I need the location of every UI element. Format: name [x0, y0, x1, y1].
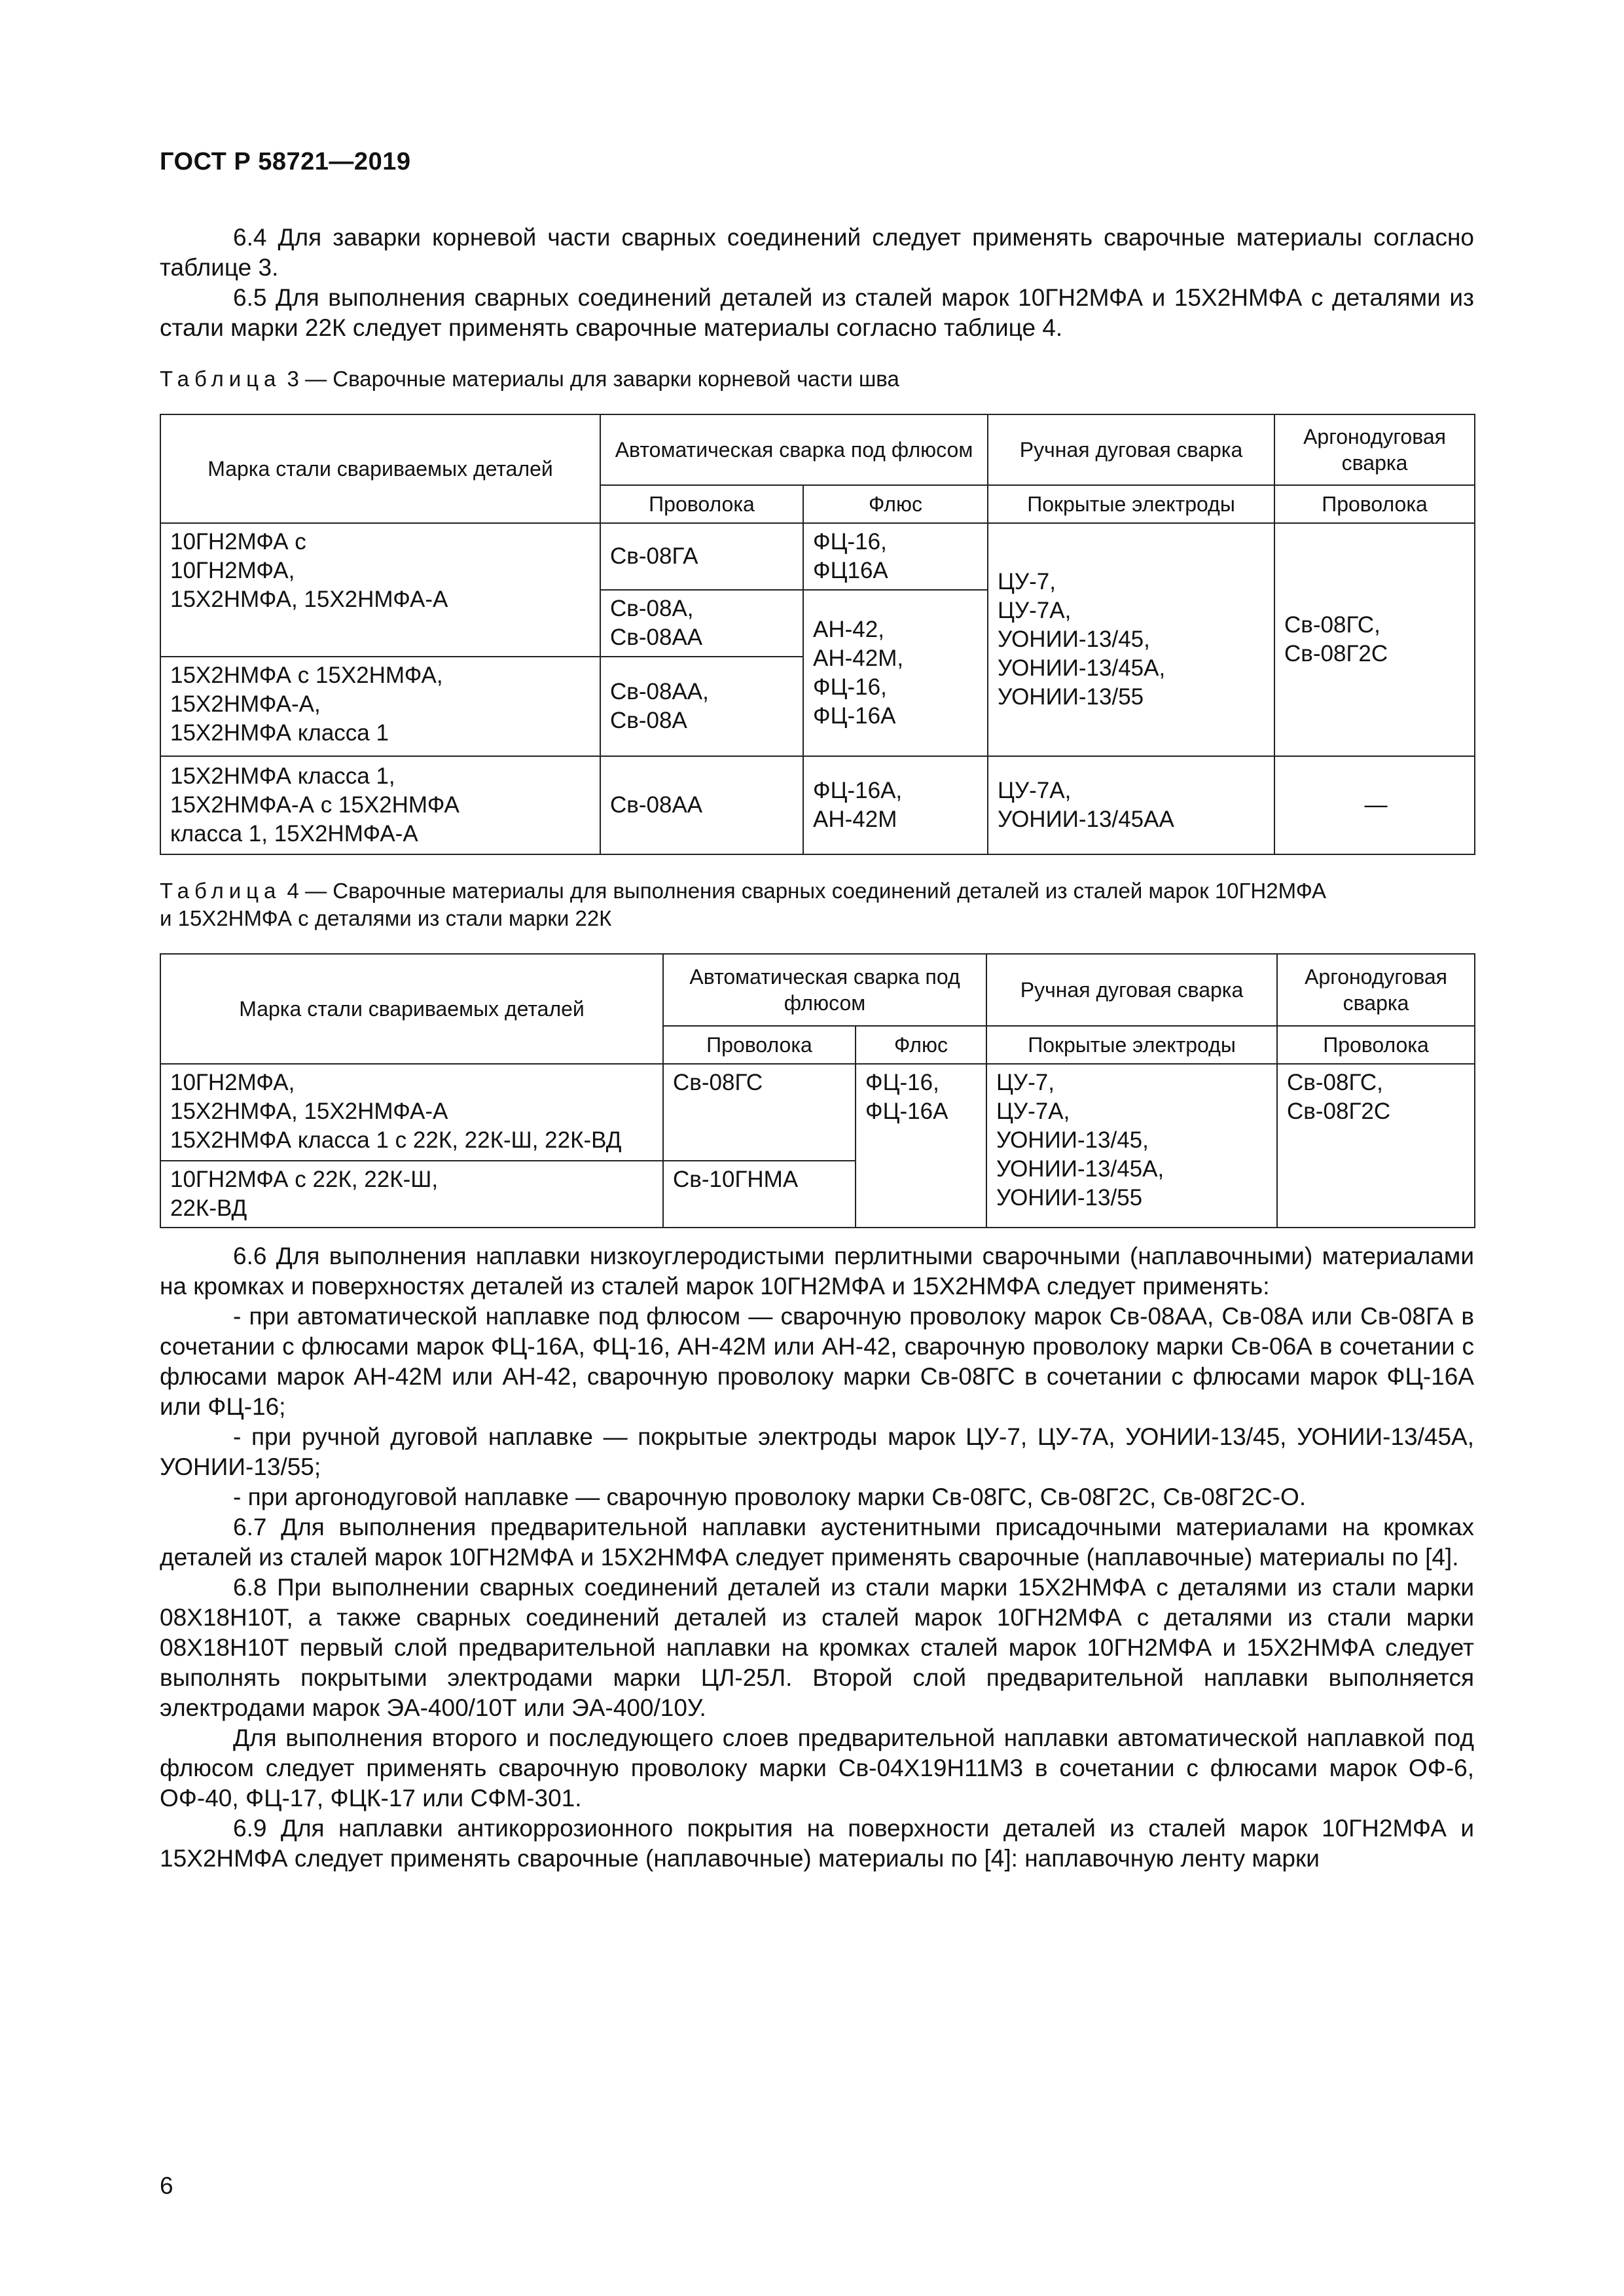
- table4-header-argon: Аргонодуговая сварка: [1277, 954, 1475, 1026]
- table3-r3-flux: ФЦ-16А, АН-42М: [803, 756, 988, 854]
- document-header: ГОСТ Р 58721—2019: [160, 148, 411, 175]
- table4-header-manual: Ручная дуговая сварка: [986, 954, 1277, 1026]
- table3-header-flux: Флюс: [803, 485, 988, 523]
- table3-r3-electrodes: ЦУ-7А, УОНИИ-13/45АА: [988, 756, 1274, 854]
- table4-header-steel: Марка стали свариваемых деталей: [160, 954, 663, 1064]
- table3-argon-shared: Св-08ГС, Св-08Г2С: [1274, 523, 1475, 756]
- table3-r3-steel: 15Х2НМФА класса 1, 15Х2НМФА-А с 15Х2НМФА класса 1, 15Х2НМФА-А: [160, 756, 600, 854]
- paragraph-6-9: 6.9 Для наплавки антикоррозионного покрытия на поверхности деталей из сталей марок 10ГН2МФА и 15Х2НМФА следует применять сварочные (наплавочные) материалы по [4]: наплавочную ленту марки: [160, 1815, 1474, 1872]
- bullet-argon-surfacing: - при аргонодуговой наплавке — сварочную проволоку марки Св-08ГС, Св-08Г2С, Св-08Г2С-О.: [233, 1484, 1307, 1510]
- table-3: [160, 414, 1475, 855]
- paragraph-6-4: 6.4 Для заварки корневой части сварных соединений следует применять сварочные материалы согласно таблице 3.: [160, 224, 1474, 281]
- table4-r2-wire: Св-10ГНМА: [663, 1161, 856, 1228]
- table4-flux: ФЦ-16, ФЦ-16А: [856, 1064, 986, 1228]
- table-4: [160, 953, 1475, 1228]
- table3-header-wire2: Проволока: [1274, 485, 1475, 523]
- table4-r1-wire: Св-08ГС: [663, 1064, 856, 1161]
- table3-header-electrodes: Покрытые электроды: [988, 485, 1274, 523]
- bullet-manual-surfacing: - при ручной дуговой наплавке — покрытые электроды марок ЦУ-7, ЦУ-7А, УОНИИ-13/45, УОНИИ-13/45А, УОНИИ-13/55;: [160, 1423, 1474, 1480]
- table3-header-manual: Ручная дуговая сварка: [988, 414, 1274, 485]
- table3-header-wire: Проволока: [600, 485, 803, 523]
- table3-caption-text: 3 — Сварочные материалы для заварки корневой части шва: [281, 367, 899, 391]
- paragraph-6-8: 6.8 При выполнении сварных соединений деталей из стали марки 15Х2НМФА с деталями из стали марки 08Х18Н10Т, а также сварных соединений деталей из сталей марок 10ГН2МФА с деталями из стали марки 08Х18Н10Т первый слой предварительной наплавки на кромках сталей марок 10ГН2МФА и 15Х2НМФА следует выполнять покрытыми электродами марки ЦЛ-25Л. Второй слой предварительной наплавки выполняется электродами марок ЭА-400/10Т или ЭА-400/10У.: [160, 1574, 1474, 1721]
- table4-caption-text-1: 4 — Сварочные материалы для выполнения сварных соединений деталей из сталей марок 10ГН2МФА: [281, 879, 1327, 903]
- table3-r2-steel: 15Х2НМФА с 15Х2НМФА, 15Х2НМФА-А, 15Х2НМФА класса 1: [160, 657, 600, 756]
- table3-flux-shared: АН-42, АН-42М, ФЦ-16, ФЦ-16А: [803, 590, 988, 756]
- table3-r1-steel: 10ГН2МФА с 10ГН2МФА, 15Х2НМФА, 15Х2НМФА-А: [160, 523, 600, 657]
- table4-r1-steel: 10ГН2МФА, 15Х2НМФА, 15Х2НМФА-А 15Х2НМФА класса 1 с 22К, 22К-Ш, 22К-ВД: [160, 1064, 663, 1161]
- paragraph-6-8-continued: Для выполнения второго и последующего слоев предварительной наплавки автоматической наплавкой под флюсом следует применять сварочную проволоку марки Св-04Х19Н11М3 в сочетании с флюсами марок ОФ-6, ОФ-40, ФЦ-17, ФЦК-17 или СФМ-301.: [160, 1724, 1474, 1812]
- table3-r3-wire: Св-08АА: [600, 756, 803, 854]
- table4-header-electrodes: Покрытые электроды: [986, 1026, 1277, 1064]
- table4-caption-label: Таблица: [160, 879, 281, 903]
- table4-header-auto: Автоматическая сварка под флюсом: [663, 954, 986, 1026]
- table3-r1a-flux: ФЦ-16, ФЦ16А: [803, 523, 988, 590]
- paragraph-6-6: 6.6 Для выполнения наплавки низкоуглеродистыми перлитными сварочными (наплавочными) материалами на кромках и поверхностях деталей из сталей марок 10ГН2МФА и 15Х2НМФА следует применять:: [160, 1243, 1474, 1300]
- paragraph-6-5: 6.5 Для выполнения сварных соединений деталей из сталей марок 10ГН2МФА и 15Х2НМФА с деталями из стали марки 22К следует применять сварочные материалы согласно таблице 4.: [160, 284, 1474, 341]
- table3-header-steel: Марка стали свариваемых деталей: [160, 414, 600, 523]
- table4-header-wire2: Проволока: [1277, 1026, 1475, 1064]
- table3-header-argon: Аргонодуговая сварка: [1274, 414, 1475, 485]
- table3-r3-argon: —: [1274, 756, 1475, 854]
- table3-header-auto: Автоматическая сварка под флюсом: [600, 414, 988, 485]
- table4-caption-text-2: и 15Х2НМФА с деталями из стали марки 22К: [160, 906, 612, 930]
- table3-r2-wire: Св-08АА, Св-08А: [600, 657, 803, 756]
- paragraph-6-7: 6.7 Для выполнения предварительной наплавки аустенитными присадочными материалами на кромках деталей из сталей марок 10ГН2МФА и 15Х2НМФА следует применять сварочные (наплавочные) материалы по [4].: [160, 1514, 1474, 1571]
- table4-argon: Св-08ГС, Св-08Г2С: [1277, 1064, 1475, 1228]
- table4-r2-steel: 10ГН2МФА с 22К, 22К-Ш, 22К-ВД: [160, 1161, 663, 1228]
- table4-caption: [160, 877, 1474, 932]
- table4-header-wire: Проволока: [663, 1026, 856, 1064]
- page-number: 6: [160, 2172, 173, 2199]
- page-content: [160, 223, 1474, 1874]
- table3-r1a-wire: Св-08ГА: [600, 523, 803, 590]
- table3-electrodes-shared: ЦУ-7, ЦУ-7А, УОНИИ-13/45, УОНИИ-13/45А, УОНИИ-13/55: [988, 523, 1274, 756]
- table4-header-flux: Флюс: [856, 1026, 986, 1064]
- table3-r1b-wire: Св-08А, Св-08АА: [600, 590, 803, 657]
- table3-caption: [160, 365, 1474, 393]
- bullet-auto-surfacing: - при автоматической наплавке под флюсом — сварочную проволоку марок Св-08АА, Св-08А или Св-08ГА в сочетании с флюсами марок ФЦ-16А, ФЦ-16, АН-42М или АН-42, сварочную проволоку марки Св-06А в сочетании с флюсами марок АН-42М или АН-42, сварочную проволоку марки Св-08ГС в сочетании с флюсами марок ФЦ-16А или ФЦ-16;: [160, 1303, 1474, 1420]
- table4-electrodes: ЦУ-7, ЦУ-7А, УОНИИ-13/45, УОНИИ-13/45А, УОНИИ-13/55: [986, 1064, 1277, 1228]
- table3-caption-label: Таблица: [160, 367, 281, 391]
